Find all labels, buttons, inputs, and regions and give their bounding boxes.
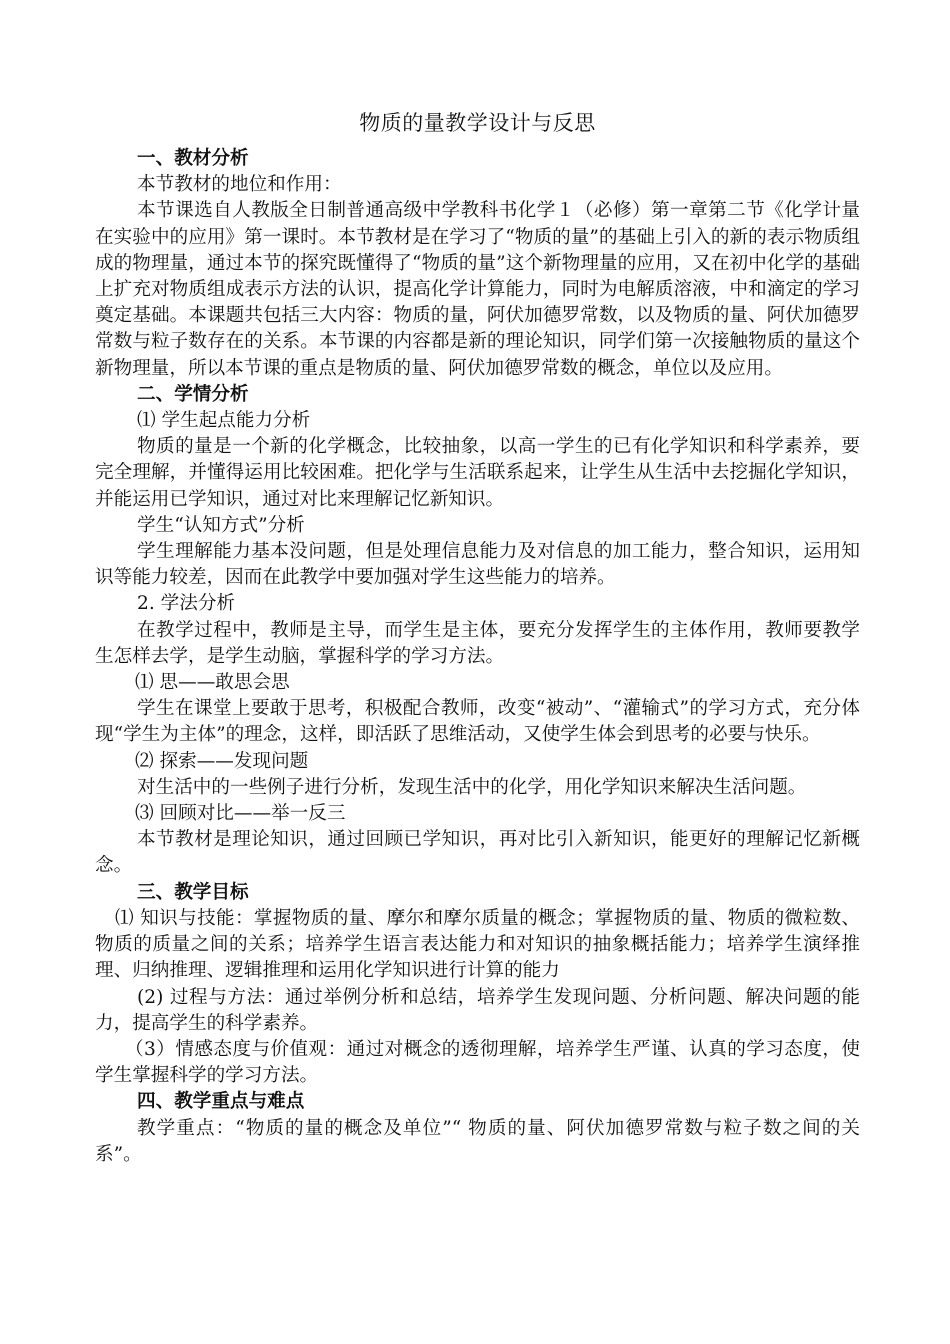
section-heading-3: 三、教学目标 (137, 881, 249, 903)
section-2-body-4: 学生在课堂上要敢于思考，积极配合教师，改变“被动”、“灌输式”的学习方式，充分体现“学生为主体”的理念，这样，即活跃了思维活动，又使学生体会到思考的必要与快乐。 (95, 698, 860, 746)
section-2-sub-3: 2. 学法分析 (137, 593, 236, 615)
section-heading-1: 一、教材分析 (137, 148, 249, 169)
section-3-item-1: ⑴ 知识与技能：掌握物质的量、摩尔和摩尔质量的概念；掌握物质的量、物质的微粒数、物质的质量之间的关系；培养学生语言表达能力和对知识的抽象概括能力；培养学生演绎推理、归纳推理、逻辑推理和运用化学知识进行计算的能力 (95, 907, 860, 982)
section-2-sub-5: ⑵ 探索——发现问题 (135, 750, 309, 772)
section-2-sub-6: ⑶ 回顾对比——举一反三 (135, 803, 346, 825)
section-4-body: 教学重点：“物质的量的概念及单位”“ 物质的量、阿伏加德罗常数与粒子数之间的关系”。 (95, 1117, 860, 1165)
section-2-body-3: 在教学过程中，教师是主导，而学生是主体，要充分发挥学生的主体作用，教师要教学生怎样去学，是学生动脑，掌握科学的学习方法。 (95, 619, 860, 667)
document-title: 物质的量教学设计与反思 (359, 111, 596, 135)
section-3-item-2: (2) 过程与方法：通过举例分析和总结，培养学生发现问题、分析问题、解决问题的能力，提高学生的科学素养。 (95, 986, 860, 1034)
document-page (95, 100, 860, 1168)
section-2-body-1: 物质的量是一个新的化学概念，比较抽象，以高一学生的已有化学知识和科学素养，要完全理解，并懂得运用比较困难。把化学与生活联系起来，让学生从生活中去挖掘化学知识，并能运用已学知识，通过对比来理解记忆新知识。 (95, 436, 860, 510)
section-3-item-3: （3）情感态度与价值观：通过对概念的透彻理解，培养学生严谨、认真的学习态度，使学生掌握科学的学习方法。 (95, 1038, 860, 1087)
section-heading-4: 四、教学重点与难点 (137, 1091, 305, 1113)
section-1-body: 本节课选自人教版全日制普通高级中学教科书化学１（必修）第一章第二节《化学计量在实验中的应用》第一课时。本节教材是在学习了“物质的量”的基础上引入的新的表示物质组成的物理量，通过本节的探究既懂得了“物质的量”这个新物理量的应用，又在初中化学的基础上扩充对物质组成表示方法的认识，提高化学计算能力，同时为电解质溶液，中和滴定的学习奠定基础。本课题共包括三大内容：物质的量，阿伏加德罗常数，以及物质的量、阿伏加德罗常数与粒子数存在的关系。本节课的内容都是新的理论知识，同学们第一次接触物质的量这个新物理量，所以本节课的重点是物质的量、阿伏加德罗常数的概念，单位以及应用。 (95, 200, 860, 379)
section-heading-2: 二、学情分析 (137, 383, 249, 405)
section-2-sub-4: ⑴ 思——敢思会思 (135, 672, 290, 694)
section-2-sub-2: 学生“认知方式”分析 (137, 514, 305, 536)
section-2-body-2: 学生理解能力基本没问题，但是处理信息能力及对信息的加工能力，整合知识，运用知识等能力较差，因而在此教学中要加强对学生这些能力的培养。 (95, 541, 860, 589)
section-2-body-5: 对生活中的一些例子进行分析，发现生活中的化学，用化学知识来解决生活问题。 (137, 776, 807, 798)
section-1-intro: 本节教材的地位和作用： (137, 174, 342, 196)
section-2-sub-1: ⑴ 学生起点能力分析 (137, 410, 311, 432)
section-2-body-6: 本节教材是理论知识，通过回顾已学知识，再对比引入新知识，能更好的理解记忆新概念。 (95, 829, 860, 877)
